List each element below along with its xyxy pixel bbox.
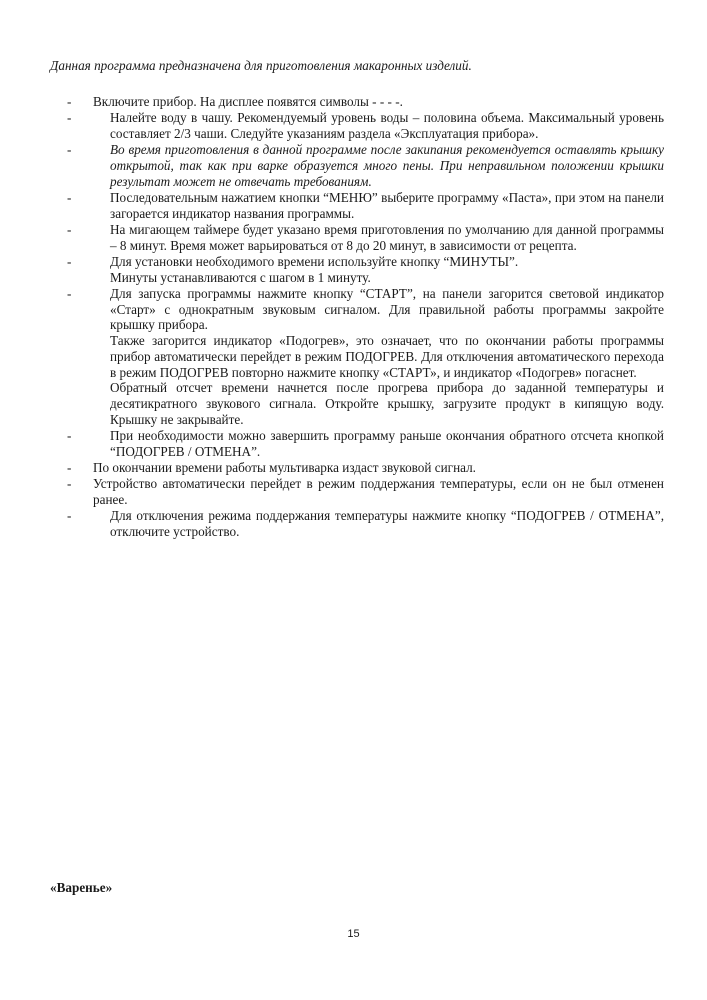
- list-item-text: Включите прибор. На дисплее появятся символы - - - -.: [93, 94, 403, 109]
- list-dash: -: [67, 190, 72, 205]
- list-item-text: Для отключения режима поддержания температуры нажмите кнопку “ПОДОГРЕВ / ОТМЕНА”, отключите устройство.: [110, 508, 664, 539]
- list-item-text: Для установки необходимого времени используйте кнопку “МИНУТЫ”.: [110, 254, 519, 269]
- list-item-text: Устройство автоматически перейдет в режим поддержания температуры, если он не был отменен ранее.: [93, 476, 664, 507]
- list-item: [67, 286, 664, 427]
- list-dash: -: [67, 427, 72, 443]
- list-item: [67, 460, 664, 476]
- list-item: [67, 222, 664, 253]
- list-item-text: При необходимости можно завершить программу раньше окончания обратного отсчета кнопкой “ПОДОГРЕВ / ОТМЕНА”.: [110, 427, 664, 459]
- list-dash: -: [67, 476, 72, 492]
- list-item-extra: Обратный отсчет времени начнется после прогрева прибора до заданной температуры и десятикратного звукового сигнала. Откройте крышку, загрузите продукт в кипящую воду. Крышку не закрывайте.: [110, 380, 664, 427]
- list-item: [67, 508, 664, 539]
- list-item: [67, 190, 664, 221]
- list-item-text-italic: Во время приготовления в данной программе после закипания рекомендуется оставлять крышку открытой, так как при варке образуется много пены. При неправильном положении крышки результат может не отвечать требованиям.: [110, 142, 664, 189]
- list-item-extra: Также загорится индикатор «Подогрев», это означает, что по окончании работы программы прибор автоматически перейдет в режим ПОДОГРЕВ. Для отключения автоматического перехода в режим ПОДОГРЕВ повторно нажмите кнопку «СТАРТ», и индикатор «Подогрев» погаснет.: [110, 333, 664, 380]
- list-dash: -: [67, 254, 72, 269]
- list-item: [67, 94, 664, 110]
- list-item-text: Налейте воду в чашу. Рекомендуемый уровень воды – половина объема. Максимальный уровень составляет 2/3 чаши. Следуйте указаниям раздела «Эксплуатация прибора».: [110, 110, 664, 141]
- list-item-text: Для запуска программы нажмите кнопку “СТАРТ”, на панели загорится световой индикатор «Старт» с однократным звуковым сигналом. Для правильной работы программы закройте крышку прибора.: [110, 286, 664, 333]
- section-heading: «Варенье»: [50, 880, 113, 895]
- list-dash: -: [67, 222, 72, 237]
- list-item-extra: Минуты устанавливаются с шагом в 1 минуту.: [110, 269, 371, 285]
- list-item: [67, 428, 664, 459]
- list-item-text: По окончании времени работы мультиварка издаст звуковой сигнал.: [93, 459, 476, 475]
- list-dash: -: [67, 286, 72, 301]
- list-dash: -: [67, 459, 72, 475]
- list-item-text: Последовательным нажатием кнопки “МЕНЮ” выберите программу «Паста», при этом на панели загорается индикатор названия программы.: [110, 190, 664, 221]
- list-dash: -: [67, 94, 72, 109]
- list-item: [67, 142, 664, 189]
- list-item: [67, 110, 664, 141]
- list-item: [67, 254, 664, 285]
- list-dash: -: [67, 508, 72, 524]
- page-number: 15: [347, 928, 360, 940]
- list-dash: -: [67, 142, 72, 158]
- list-item-text: На мигающем таймере будет указано время приготовления по умолчанию для данной программы – 8 минут. Время может варьироваться от 8 до 20 минут, в зависимости от рецепта.: [110, 222, 664, 253]
- list-item: [67, 476, 664, 507]
- list-dash: -: [67, 110, 72, 126]
- instruction-list: [67, 94, 664, 540]
- intro-text: Данная программа предназначена для приготовления макаронных изделий.: [50, 58, 472, 73]
